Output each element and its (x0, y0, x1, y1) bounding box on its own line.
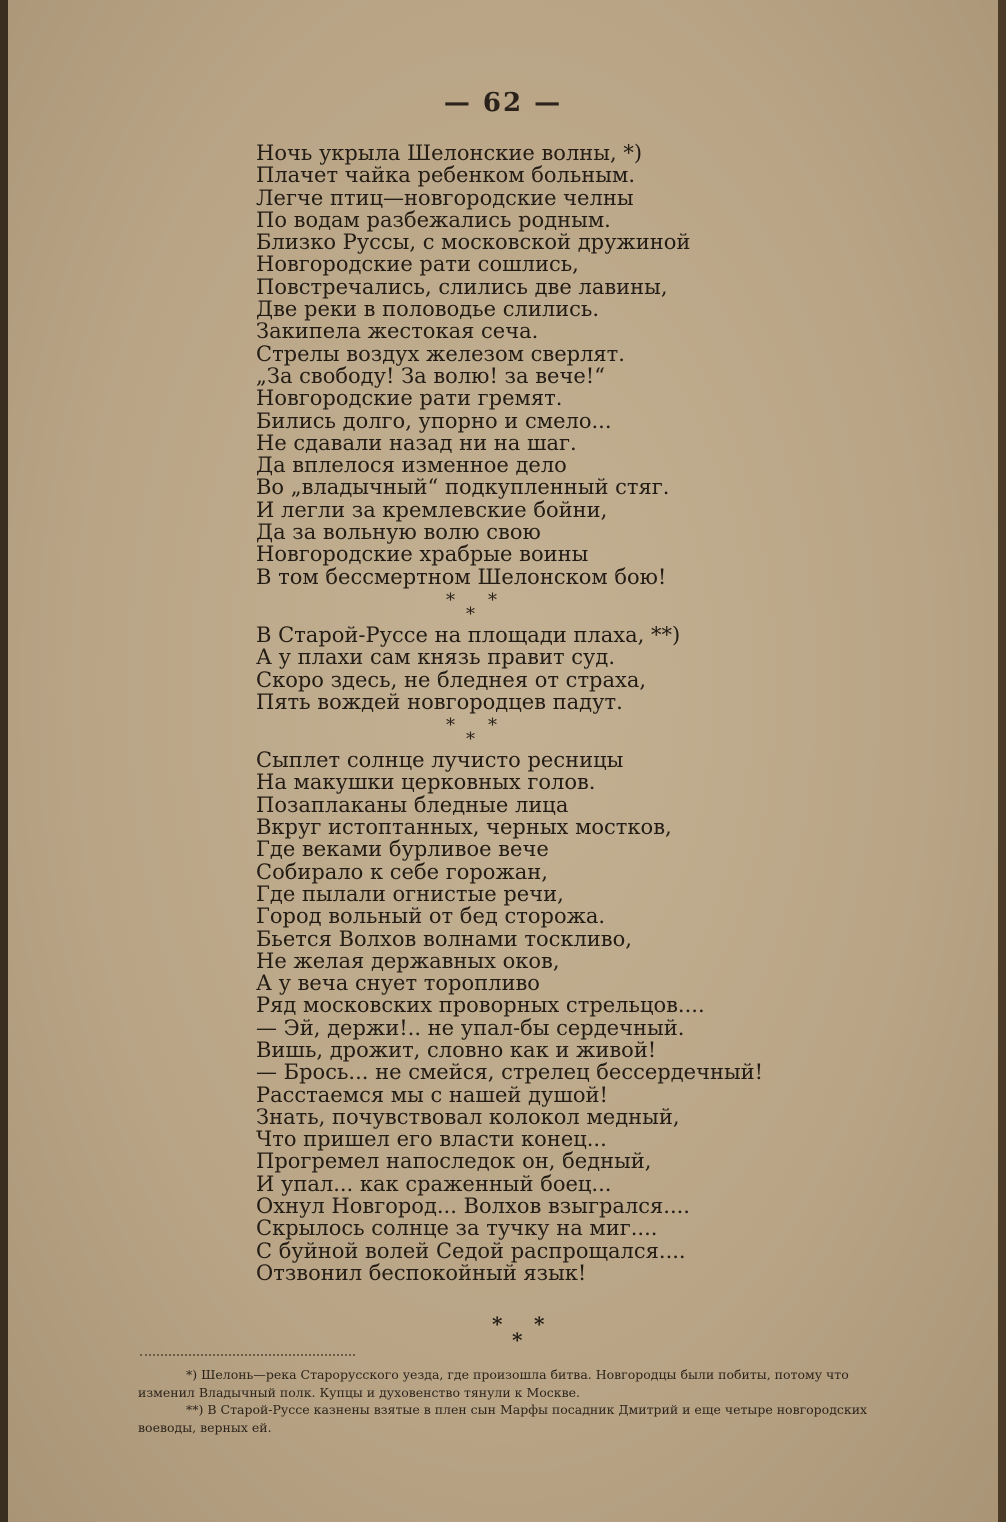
page-number: — 62 — (443, 88, 563, 118)
poem-line: Отзвонил беспокойный язык! (256, 1260, 587, 1285)
final-separator: * * * (492, 1312, 545, 1352)
poem-line: И упал... как сраженный боец... (256, 1171, 612, 1196)
poem-line: Позаплаканы бледные лица (256, 792, 569, 817)
poem-line: Сыплет солнце лучисто ресницы (256, 748, 624, 773)
poem-line: По водам разбежались родным. (256, 207, 611, 232)
poem-line: Не желая державных оков, (256, 948, 560, 973)
poem-line: Бились долго, упорно и смело... (256, 408, 612, 433)
poem-line: Где пылали огнистые речи, (256, 881, 564, 906)
poem-line: Закипела жестокая сеча. (256, 319, 539, 344)
stanza-separator: * * * (446, 715, 497, 751)
poem-line: Во „владычный“ подкупленный стяг. (256, 475, 670, 500)
poem-line: Вкруг истоптанных, черных мостков, (256, 815, 672, 840)
poem-line: Новгородские рати сошлись, (256, 252, 579, 277)
poem-line: И легли за кремлевские бойни, (256, 497, 608, 522)
poem-line: — Брось... не смейся, стрелец бессердечный! (256, 1060, 764, 1085)
poem-line: Что пришел его власти конец... (256, 1127, 607, 1152)
poem-line: На макушки церковных голов. (256, 770, 596, 795)
poem-line: Легче птиц—новгородские челны (256, 185, 634, 210)
poem-line: Скоро здесь, не бледнея от страха, (256, 667, 647, 692)
stanza-1 (256, 142, 776, 588)
footnote-rule (140, 1354, 355, 1356)
poem-line: Город вольный от бед сторожа. (256, 904, 606, 929)
poem-line: А у веча снует торопливо (256, 971, 540, 996)
footnotes (138, 1366, 898, 1436)
poem-line: Новгородские рати гремят. (256, 386, 563, 411)
poem-line: Новгородские храбрые воины (256, 542, 589, 567)
poem-line: Пять вождей новгородцев падут. (256, 689, 623, 714)
poem-line: Вишь, дрожит, словно как и живой! (256, 1037, 657, 1062)
poem-line: Ряд московских проворных стрельцов.... (256, 993, 705, 1018)
poem-line: Прогремел напоследок он, бедный, (256, 1149, 652, 1174)
poem-line: Бьется Волхов волнами тоскливо, (256, 926, 632, 951)
poem-line: В том бессмертном Шелонском бою! (256, 564, 667, 589)
poem-line: Расстаемся мы с нашей душой! (256, 1082, 608, 1107)
poem-line: Охнул Новгород... Волхов взыгрался.... (256, 1194, 690, 1219)
poem-line: Две реки в половодье слились. (256, 297, 600, 322)
poem-line: Да за вольную волю свою (256, 520, 541, 545)
poem-line: Не сдавали назад ни на шаг. (256, 430, 577, 455)
footnote-2: **) В Старой-Руссе казнены взятые в плен сын Марфы посадник Дмитрий и еще четыре новгородских воеводы, верных ей. (138, 1402, 868, 1435)
poem-line: Где веками бурливое вече (256, 837, 549, 862)
poem-line: Собирало к себе горожан, (256, 859, 548, 884)
poem-line: — Эй, держи!.. не упал-бы сердечный. (256, 1015, 685, 1040)
book-spine-edge (0, 0, 8, 1522)
poem (256, 142, 776, 1284)
stanza-2 (256, 624, 776, 713)
footnote-1: *) Шелонь—река Старорусского уезда, где произошла битва. Новгородцы были побиты, потому что изменил Владычный полк. Купцы и духовенство тянули к Москве. (138, 1367, 849, 1400)
poem-line: Близко Руссы, с московской дружиной (256, 230, 691, 255)
poem-line: Ночь укрыла Шелонские волны, *) (256, 141, 643, 165)
poem-line: Знать, почувствовал колокол медный, (256, 1104, 680, 1129)
poem-line: А у плахи сам князь правит суд. (256, 645, 615, 670)
stanza-separator: * * * (446, 589, 497, 625)
poem-line: Плачет чайка ребенком больным. (256, 163, 635, 188)
poem-line: Стрелы воздух железом сверлят. (256, 341, 625, 366)
poem-line: Скрылось солнце за тучку на миг.... (256, 1216, 658, 1241)
poem-line: С буйной волей Седой распрощался.... (256, 1238, 686, 1263)
poem-line: „За свободу! За волю! за вече!“ (256, 363, 605, 388)
page-right-edge (998, 0, 1006, 1522)
poem-line: В Старой-Руссе на площади плаха, **) (256, 622, 681, 647)
poem-line: Да вплелося изменное дело (256, 453, 567, 478)
poem-line: Повстречались, слились две лавины, (256, 274, 668, 299)
stanza-3 (256, 749, 776, 1284)
